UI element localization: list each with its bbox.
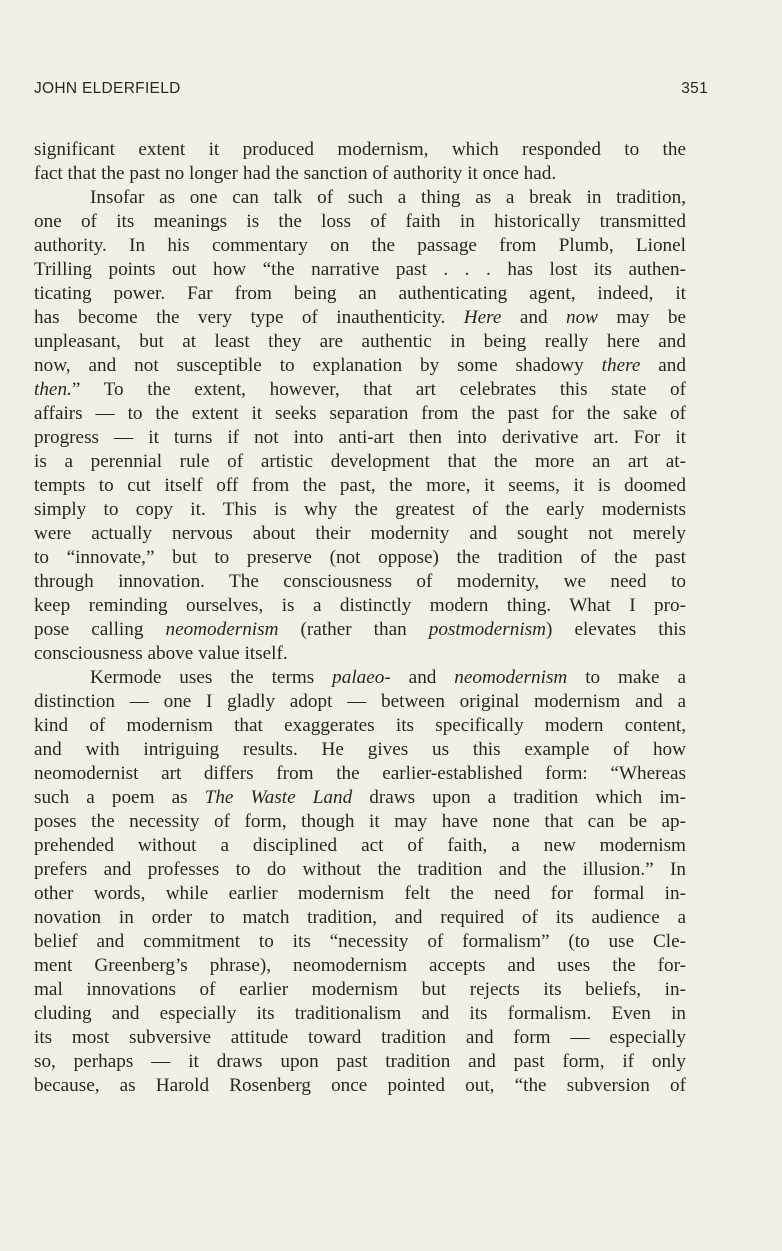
- text-line: to “innovate,” but to preserve (not oppose) the tradition of the past: [34, 547, 686, 568]
- text-line: mal innovations of earlier modernism but rejects its beliefs, in-: [34, 979, 686, 1000]
- page-number: 351: [681, 80, 708, 97]
- text-line: distinction — one I gladly adopt — between original modernism and a: [34, 691, 686, 712]
- text-line: poses the necessity of form, though it may have none that can be ap-: [34, 811, 686, 832]
- italic-text: palaeo-: [332, 667, 391, 688]
- text-line: cluding and especially its traditionalism and its formalism. Even in: [34, 1003, 686, 1024]
- text-line: then.” To the extent, however, that art celebrates this state of: [34, 379, 686, 400]
- text-line: prehended without a disciplined act of faith, a new modernism: [34, 835, 686, 856]
- text-line: novation in order to match tradition, and required of its audience a: [34, 907, 686, 928]
- text-line: simply to copy it. This is why the greatest of the early modernists: [34, 499, 686, 520]
- text-line: its most subversive attitude toward tradition and form — especially: [34, 1027, 686, 1048]
- text-line: prefers and professes to do without the tradition and the illusion.” In: [34, 859, 686, 880]
- text-line: has become the very type of inauthenticity. Here and now may be: [34, 307, 686, 328]
- running-header: [34, 80, 708, 98]
- italic-text: Here: [463, 307, 502, 328]
- text-line: now, and not susceptible to explanation by some shadowy there and: [34, 355, 686, 376]
- text-line: is a perennial rule of artistic development that the more an art at-: [34, 451, 686, 472]
- text-line: significant extent it produced modernism, which responded to the: [34, 139, 686, 160]
- text-line: affairs — to the extent it seeks separation from the past for the sake of: [34, 403, 686, 424]
- text-line: Kermode uses the terms palaeo- and neomodernism to make a: [90, 667, 686, 688]
- italic-text: then.: [34, 379, 72, 400]
- text-line: one of its meanings is the loss of faith in historically transmitted: [34, 211, 686, 232]
- body-text: [34, 138, 686, 1098]
- text-line: and with intriguing results. He gives us this example of how: [34, 739, 686, 760]
- text-line: keep reminding ourselves, is a distinctly modern thing. What I pro-: [34, 595, 686, 616]
- text-line: belief and commitment to its “necessity of formalism” (to use Cle-: [34, 931, 686, 952]
- text-line: unpleasant, but at least they are authentic in being really here and: [34, 331, 686, 352]
- italic-text: now: [565, 307, 598, 328]
- running-head-author: JOHN ELDERFIELD: [34, 80, 181, 97]
- text-line: ticating power. Far from being an authenticating agent, indeed, it: [34, 283, 686, 304]
- text-line: were actually nervous about their modernity and sought not merely: [34, 523, 686, 544]
- italic-text: postmodernism: [428, 619, 547, 640]
- text-line: authority. In his commentary on the passage from Plumb, Lionel: [34, 235, 686, 256]
- text-line: through innovation. The consciousness of modernity, we need to: [34, 571, 686, 592]
- italic-text: The Waste Land: [204, 787, 353, 808]
- text-line: so, perhaps — it draws upon past tradition and past form, if only: [34, 1051, 686, 1072]
- text-line: consciousness above value itself.: [34, 643, 288, 664]
- text-line: neomodernist art differs from the earlier-established form: “Whereas: [34, 763, 686, 784]
- text-line: tempts to cut itself off from the past, the more, it seems, it is doomed: [34, 475, 686, 496]
- text-line: kind of modernism that exaggerates its specifically modern content,: [34, 715, 686, 736]
- text-line: such a poem as The Waste Land draws upon a tradition which im-: [34, 787, 686, 808]
- text-line: pose calling neomodernism (rather than postmodernism) elevates this: [34, 619, 686, 640]
- text-line: Trilling points out how “the narrative past . . . has lost its authen-: [34, 259, 686, 280]
- italic-text: neomodernism: [165, 619, 279, 640]
- italic-text: there: [601, 355, 641, 376]
- text-line: other words, while earlier modernism felt the need for formal in-: [34, 883, 686, 904]
- text-line: because, as Harold Rosenberg once pointed out, “the subversion of: [34, 1075, 686, 1096]
- text-line: progress — it turns if not into anti-art then into derivative art. For it: [34, 427, 686, 448]
- text-line: Insofar as one can talk of such a thing as a break in tradition,: [90, 187, 686, 208]
- text-line: fact that the past no longer had the sanction of authority it once had.: [34, 163, 557, 184]
- italic-text: neomodernism: [454, 667, 568, 688]
- text-line: ment Greenberg’s phrase), neomodernism accepts and uses the for-: [34, 955, 686, 976]
